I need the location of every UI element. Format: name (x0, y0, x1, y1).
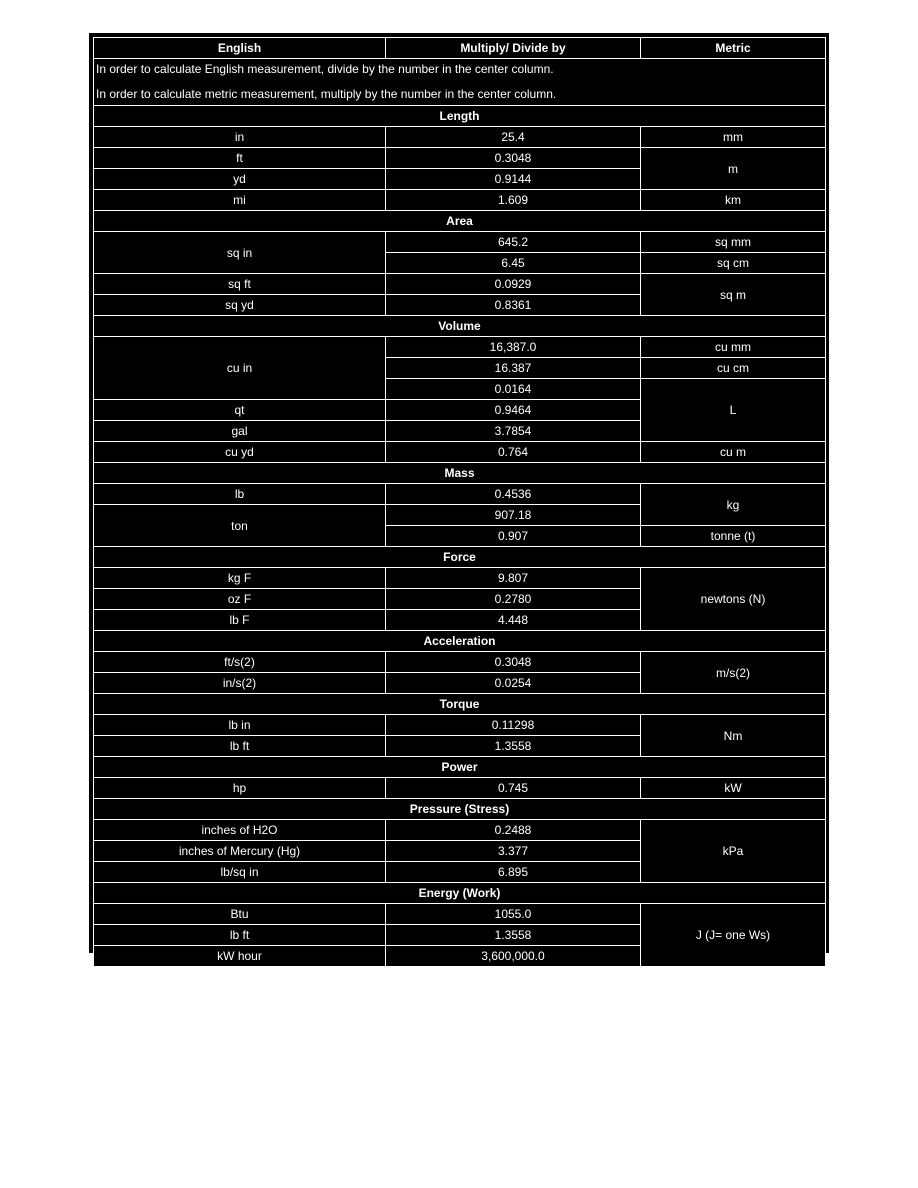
conversion-table (93, 37, 826, 967)
factor-value: 1.3558 (386, 736, 641, 757)
table-row (94, 148, 826, 169)
section-title-force: Force (94, 547, 826, 568)
english-unit: lb/sq in (94, 862, 386, 883)
metric-unit: m/s(2) (641, 652, 826, 694)
factor-value: 3.7854 (386, 421, 641, 442)
section-row (94, 106, 826, 127)
factor-value: 25.4 (386, 127, 641, 148)
table-row (94, 568, 826, 589)
metric-unit: mm (641, 127, 826, 148)
metric-unit: cu m (641, 442, 826, 463)
factor-value: 1.609 (386, 190, 641, 211)
instruction-english: In order to calculate English measurement, divide by the number in the center column. (96, 62, 554, 76)
table-row (94, 232, 826, 253)
english-unit: qt (94, 400, 386, 421)
factor-value: 6.45 (386, 253, 641, 274)
factor-value: 0.764 (386, 442, 641, 463)
factor-value: 6.895 (386, 862, 641, 883)
section-row (94, 631, 826, 652)
factor-value: 907.18 (386, 505, 641, 526)
section-row (94, 694, 826, 715)
english-unit: mi (94, 190, 386, 211)
english-unit: lb ft (94, 736, 386, 757)
english-unit: in (94, 127, 386, 148)
english-unit: sq yd (94, 295, 386, 316)
section-row (94, 316, 826, 337)
table-row (94, 190, 826, 211)
english-unit: yd (94, 169, 386, 190)
section-row (94, 211, 826, 232)
table-row (94, 274, 826, 295)
factor-value: 9.807 (386, 568, 641, 589)
factor-value: 0.3048 (386, 148, 641, 169)
metric-unit: sq mm (641, 232, 826, 253)
section-row (94, 547, 826, 568)
factor-value: 0.0929 (386, 274, 641, 295)
section-title-power: Power (94, 757, 826, 778)
english-unit: ft (94, 148, 386, 169)
section-row (94, 757, 826, 778)
factor-value: 4.448 (386, 610, 641, 631)
metric-unit: sq m (641, 274, 826, 316)
factor-value: 645.2 (386, 232, 641, 253)
english-unit: cu in (94, 337, 386, 400)
section-title-energy: Energy (Work) (94, 883, 826, 904)
table-row (94, 904, 826, 925)
metric-unit: kg (641, 484, 826, 526)
english-unit: sq in (94, 232, 386, 274)
metric-unit: cu mm (641, 337, 826, 358)
english-unit: gal (94, 421, 386, 442)
factor-value: 0.9464 (386, 400, 641, 421)
metric-unit: kW (641, 778, 826, 799)
english-unit: inches of Mercury (Hg) (94, 841, 386, 862)
english-unit: lb F (94, 610, 386, 631)
metric-unit: newtons (N) (641, 568, 826, 631)
instructions-cell (94, 59, 826, 106)
section-title-mass: Mass (94, 463, 826, 484)
section-row (94, 463, 826, 484)
section-row (94, 883, 826, 904)
factor-value: 0.11298 (386, 715, 641, 736)
factor-value: 0.8361 (386, 295, 641, 316)
section-title-volume: Volume (94, 316, 826, 337)
english-unit: kW hour (94, 946, 386, 967)
header-row (94, 38, 826, 59)
english-unit: sq ft (94, 274, 386, 295)
english-unit: Btu (94, 904, 386, 925)
metric-unit: kPa (641, 820, 826, 883)
english-unit: kg F (94, 568, 386, 589)
section-title-torque: Torque (94, 694, 826, 715)
factor-value: 3,600,000.0 (386, 946, 641, 967)
instructions-row (94, 59, 826, 106)
metric-unit: tonne (t) (641, 526, 826, 547)
header-english: English (94, 38, 386, 59)
factor-value: 16,387.0 (386, 337, 641, 358)
metric-unit: m (641, 148, 826, 190)
english-unit: hp (94, 778, 386, 799)
factor-value: 0.9144 (386, 169, 641, 190)
section-title-area: Area (94, 211, 826, 232)
section-title-pressure: Pressure (Stress) (94, 799, 826, 820)
english-unit: inches of H2O (94, 820, 386, 841)
conversion-table-frame (89, 33, 829, 963)
metric-unit: L (641, 379, 826, 442)
english-unit: cu yd (94, 442, 386, 463)
english-unit: lb (94, 484, 386, 505)
table-row (94, 652, 826, 673)
table-row (94, 337, 826, 358)
metric-unit: km (641, 190, 826, 211)
factor-value: 0.2488 (386, 820, 641, 841)
factor-value: 0.907 (386, 526, 641, 547)
section-title-length: Length (94, 106, 826, 127)
header-factor: Multiply/ Divide by (386, 38, 641, 59)
instruction-metric: In order to calculate metric measurement, multiply by the number in the center column. (96, 87, 557, 101)
english-unit: lb ft (94, 925, 386, 946)
factor-value: 0.4536 (386, 484, 641, 505)
factor-value: 0.0254 (386, 673, 641, 694)
factor-value: 1.3558 (386, 925, 641, 946)
table-row (94, 442, 826, 463)
metric-unit: cu cm (641, 358, 826, 379)
table-row (94, 778, 826, 799)
factor-value: 0.0164 (386, 379, 641, 400)
english-unit: lb in (94, 715, 386, 736)
section-title-acceleration: Acceleration (94, 631, 826, 652)
english-unit: oz F (94, 589, 386, 610)
factor-value: 0.745 (386, 778, 641, 799)
section-row (94, 799, 826, 820)
table-row (94, 484, 826, 505)
factor-value: 16.387 (386, 358, 641, 379)
table-row (94, 820, 826, 841)
metric-unit: Nm (641, 715, 826, 757)
factor-value: 1055.0 (386, 904, 641, 925)
metric-unit: sq cm (641, 253, 826, 274)
factor-value: 0.2780 (386, 589, 641, 610)
header-metric: Metric (641, 38, 826, 59)
english-unit: ton (94, 505, 386, 547)
table-row (94, 127, 826, 148)
table-row (94, 715, 826, 736)
metric-unit: J (J= one Ws) (641, 904, 826, 967)
english-unit: ft/s(2) (94, 652, 386, 673)
factor-value: 3.377 (386, 841, 641, 862)
english-unit: in/s(2) (94, 673, 386, 694)
factor-value: 0.3048 (386, 652, 641, 673)
